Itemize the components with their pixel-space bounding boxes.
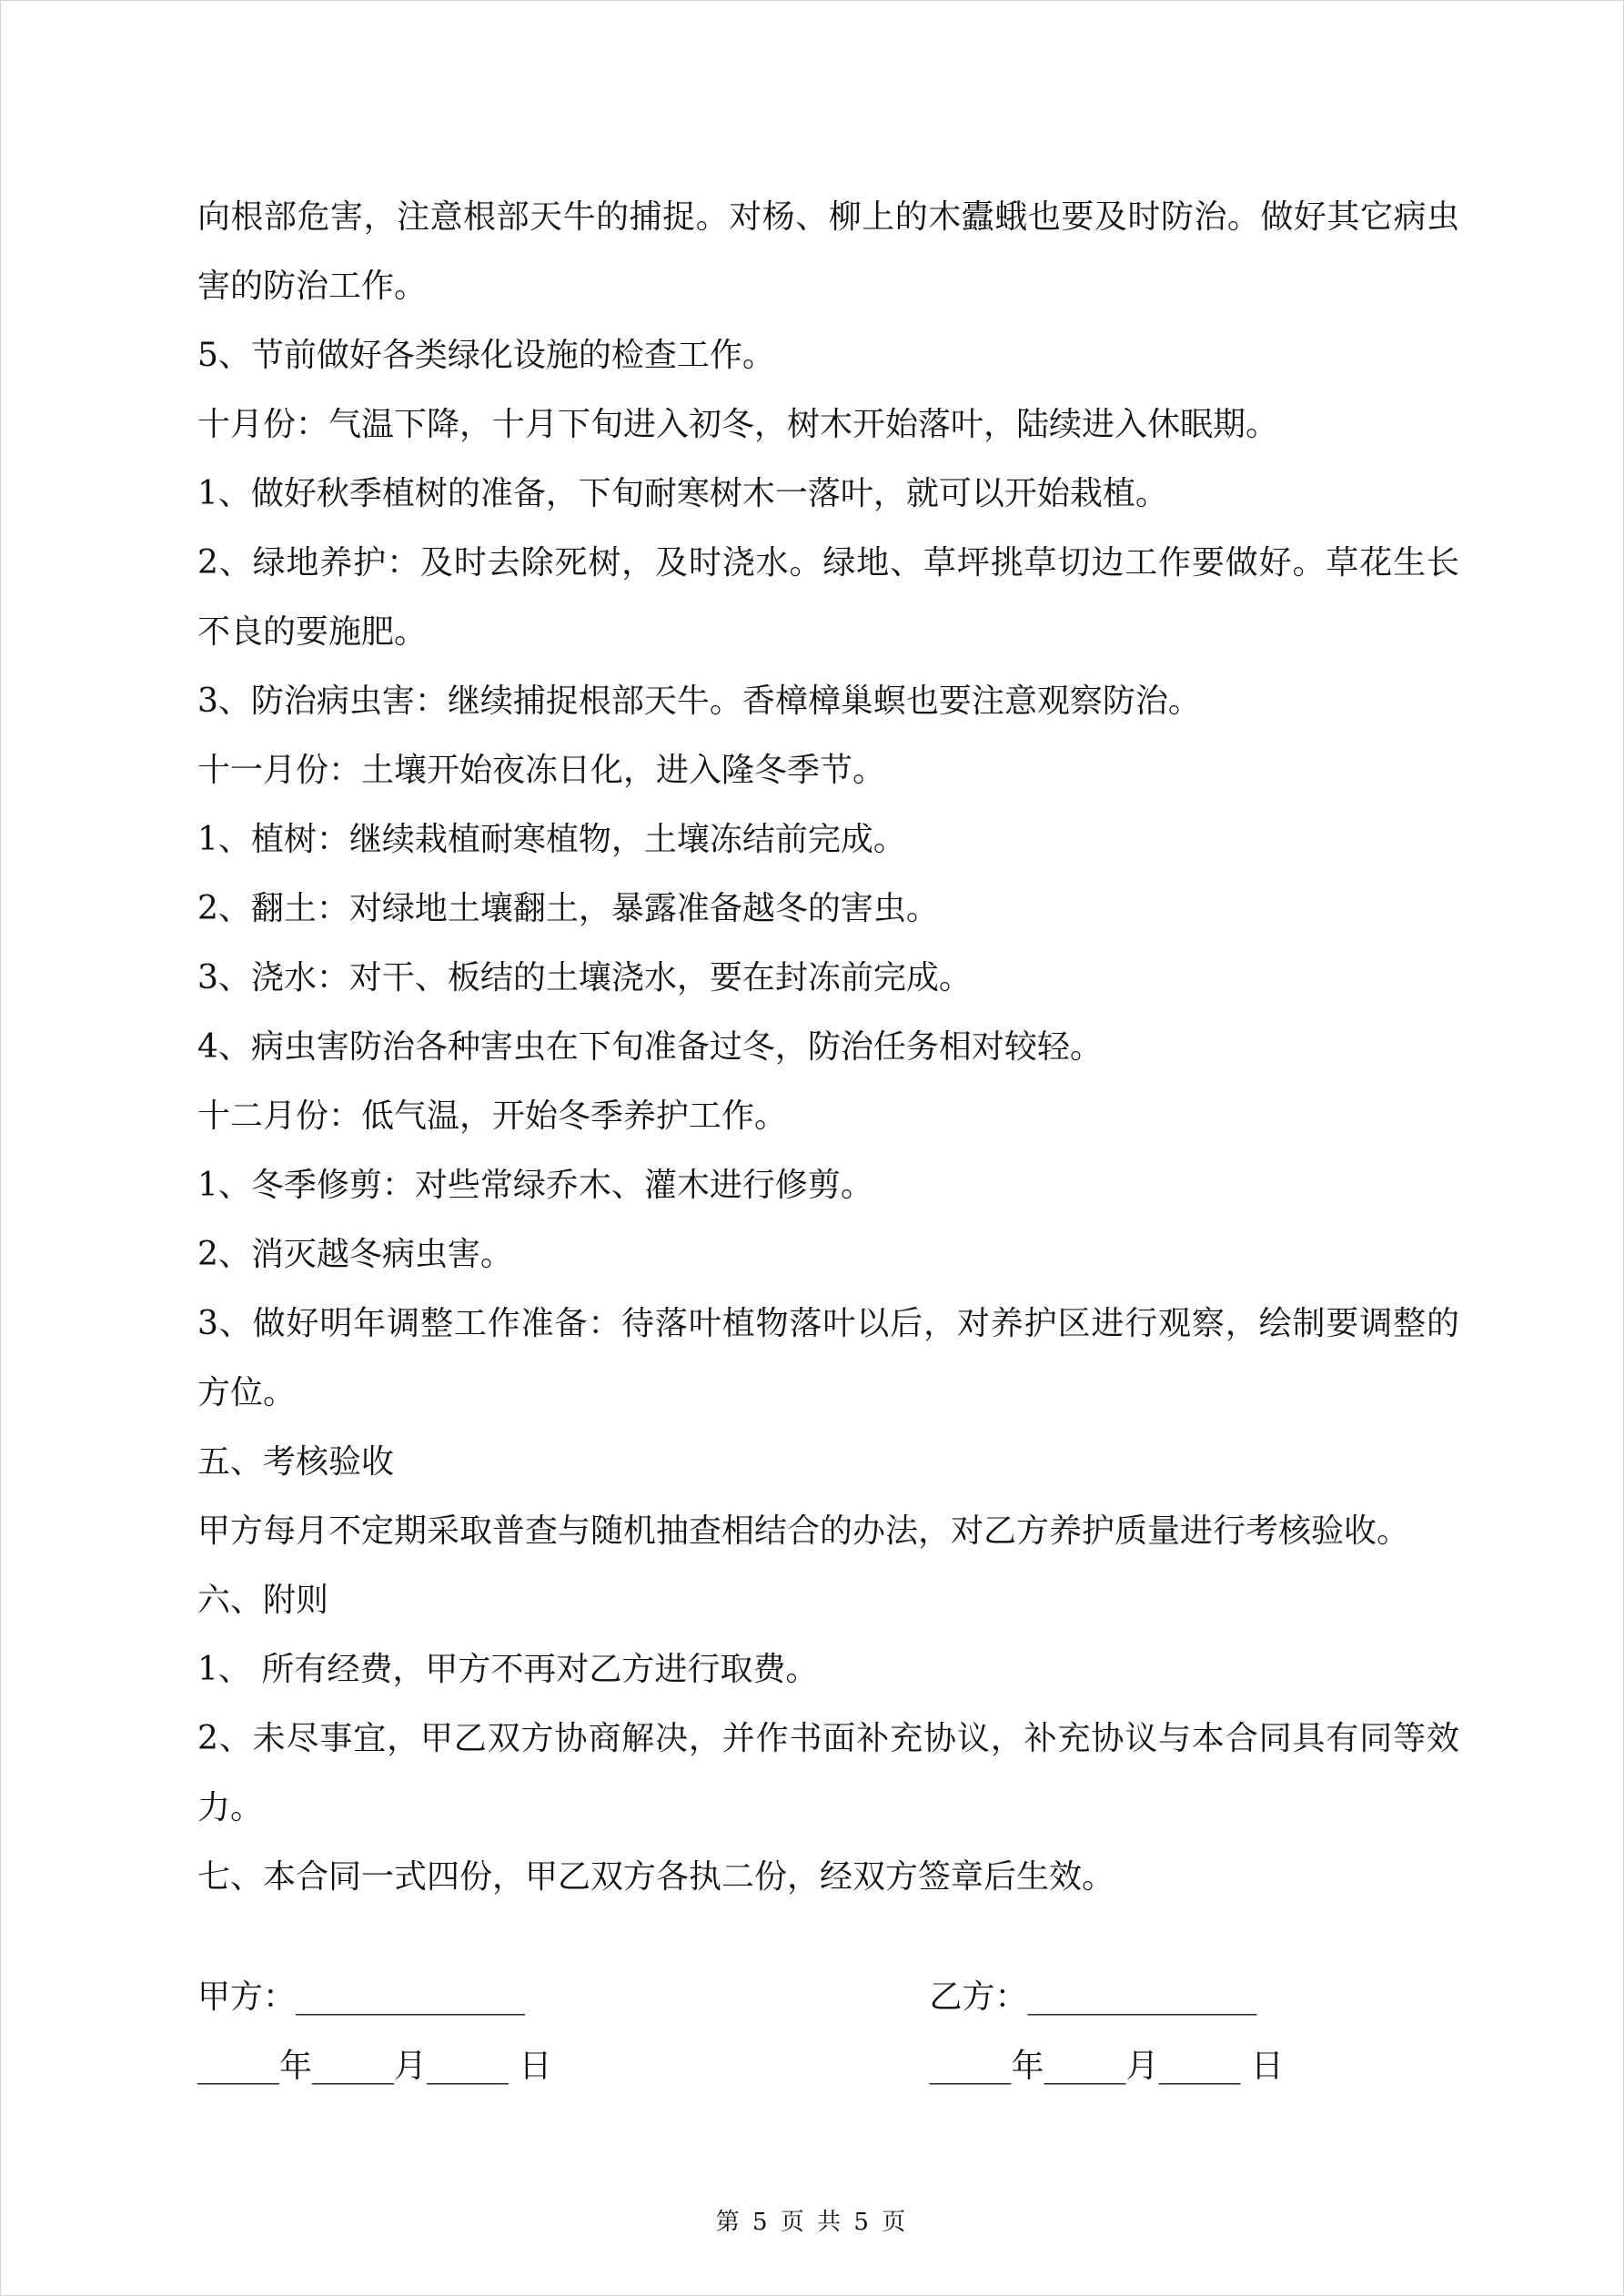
paragraph: 1、做好秋季植树的准备，下旬耐寒树木一落叶，就可以开始栽植。	[197, 475, 1168, 512]
party-b-signature	[929, 1963, 1459, 2101]
paragraph: 2、翻土：对绿地土壤翻土，暴露准备越冬的害虫。	[197, 890, 939, 927]
party-b-name-line	[929, 1963, 1459, 2032]
paragraph: 2、未尽事宜，甲乙双方协商解决，并作书面补充协议，补充协议与本合同具有同等效力。	[197, 1720, 1459, 1826]
party-a-name-line	[197, 1963, 929, 2032]
paragraph: 1、 所有经费，甲方不再对乙方进行取费。	[197, 1651, 819, 1688]
document-body	[197, 183, 1459, 2101]
section-heading: 五、考核验收	[197, 1443, 395, 1481]
paragraph: 十月份：气温下降，十月下旬进入初冬，树木开始落叶，陆续进入休眠期。	[197, 406, 1279, 443]
party-a-label: 甲方：	[197, 1978, 297, 2016]
paragraph: 甲方每月不定期采取普查与随机抽查相结合的办法，对乙方养护质量进行考核验收。	[197, 1512, 1410, 1550]
paragraph: 十二月份：低气温，开始冬季养护工作。	[197, 1097, 788, 1135]
page-footer: 第 5 页 共 5 页	[715, 2209, 909, 2236]
party-a-signature	[197, 1963, 929, 2101]
paragraph: 3、做好明年调整工作准备：待落叶植物落叶以后，对养护区进行观察，绘制要调整的方位。	[197, 1305, 1459, 1411]
party-b-label: 乙方：	[929, 1978, 1028, 2016]
paragraph: 2、绿地养护：及时去除死树，及时浇水。绿地、草坪挑草切边工作要做好。草花生长不良的要施肥。	[197, 544, 1459, 651]
paragraph: 2、消灭越冬病虫害。	[197, 1236, 513, 1273]
paragraph: 十一月份：土壤开始夜冻日化，进入隆冬季节。	[197, 752, 886, 789]
party-a-name-blank: ______________	[296, 1978, 526, 2016]
paragraph: 七、本合同一式四份，甲乙双方各执二份，经双方签章后生效。	[197, 1858, 1115, 1896]
paragraph: 1、冬季修剪：对些常绿乔木、灌木进行修剪。	[197, 1167, 873, 1204]
paragraph: 3、防治病虫害：继续捕捉根部天牛。香樟樟巢螟也要注意观察防治。	[197, 683, 1201, 720]
paragraph: 1、植树：继续栽植耐寒植物，土壤冻结前完成。	[197, 821, 906, 858]
paragraph: 向根部危害，注意根部天牛的捕捉。对杨、柳上的木蠹蛾也要及时防治。做好其它病虫害的防治工作。	[197, 198, 1459, 305]
section-heading: 六、附则	[197, 1582, 329, 1619]
party-b-name-blank: ______________	[1027, 1978, 1257, 2016]
party-b-date-line: _____年_____月_____ 日	[929, 2048, 1284, 2085]
signature-section	[197, 1963, 1459, 2101]
paragraph: 4、病虫害防治各种害虫在下旬准备过冬，防治任务相对较轻。	[197, 1028, 1103, 1066]
paragraph: 3、浇水：对干、板结的土壤浇水，要在封冻前完成。	[197, 959, 972, 996]
paragraph: 5、节前做好各类绿化设施的检查工作。	[197, 337, 775, 374]
party-a-date-line: _____年_____月_____ 日	[197, 2048, 552, 2085]
